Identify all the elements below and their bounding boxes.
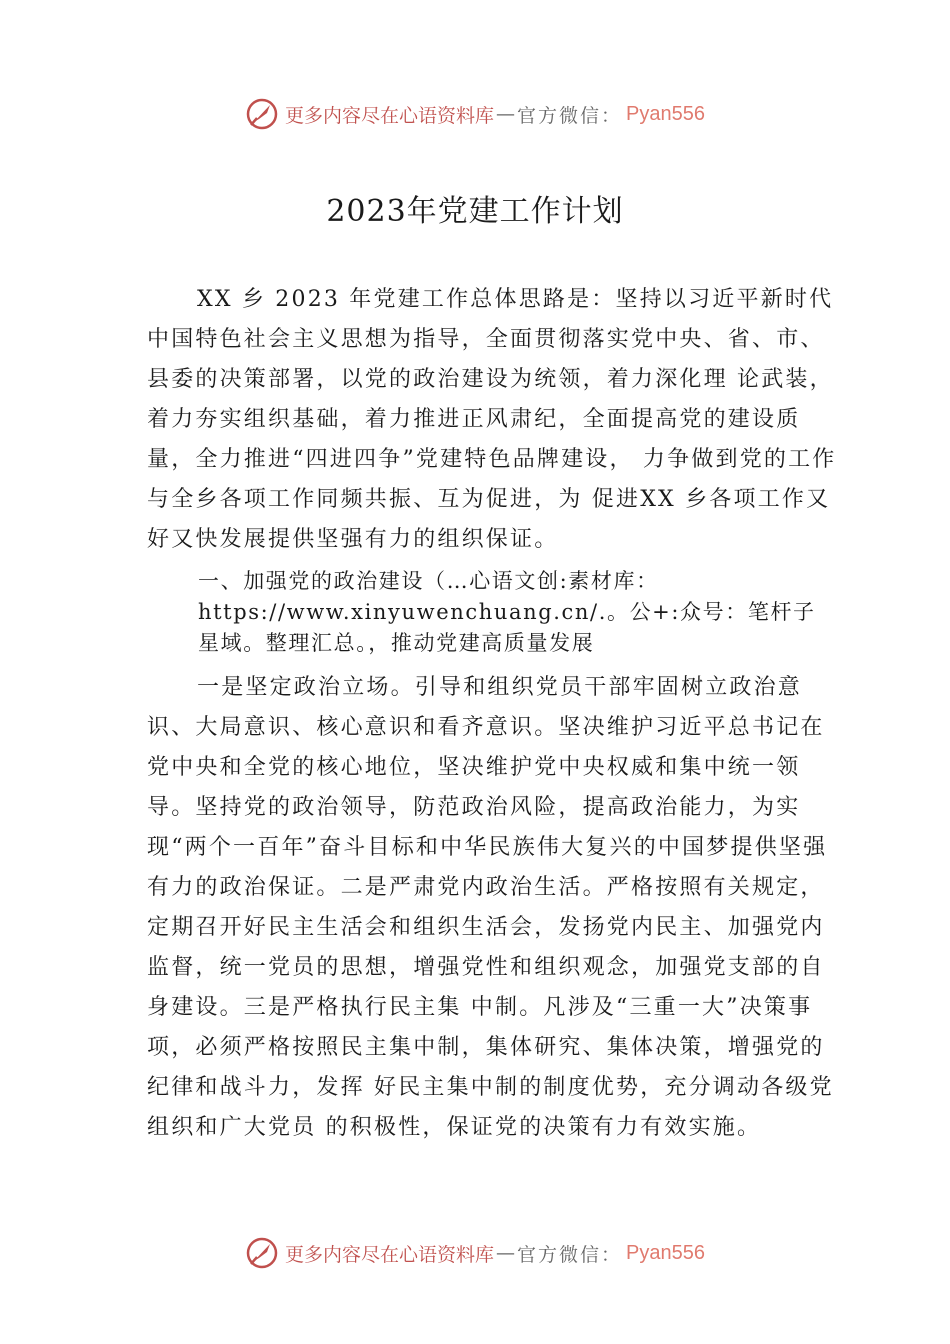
banner-lead-text: 更多内容尽在心语资料库 [285, 1243, 495, 1266]
banner-dash: — [496, 1242, 516, 1264]
quill-logo-icon [245, 97, 279, 131]
banner-lead-text: 更多内容尽在心语资料库 [285, 104, 495, 127]
banner-dash: — [496, 103, 516, 125]
quill-logo-icon [245, 1236, 279, 1270]
section1-paragraph: 一是坚定政治立场。引导和组织党员干部牢固树立政治意识、大局意识、核心意识和看齐意识。坚决维护习近平总书记在党中央和全党的核心地位，坚决维护党中央权威和集中统一领导。坚持党的政治领导，防范政治风险，提高政治能力，为实现“两个一百年”奋斗目标和中华民族伟大复兴的中国梦提供坚强有力的政治保证。二是严肃党内政治生活。严格按照有关规定，定期召开好民主生活会和组织生活会，发扬党内民主、加强党内监督，统一党员的思想，增强党性和组织观念，加强党支部的自身建设。三是严格执行民主集 中制。凡涉及“三重一大”决策事项，必须严格按照民主集中制，集体研究、集体决策，增强党的纪律和战斗力，发挥 好民主集中制的制度优势，充分调动各级党组织和广大党员 的积极性，保证党的决策有力有效实施。 [147, 675, 834, 1140]
banner-wechat-label: 官方微信： [517, 104, 623, 127]
header-watermark-banner [0, 94, 950, 134]
document-title: 2023年党建工作计划 [326, 194, 624, 229]
intro-paragraph: XX 乡 2023 年党建工作总体思路是：坚持以习近平新时代中国特色社会主义思想为指导，全面贯彻落实党中央、省、市、县委的决策部署，以党的政治建设为统领，着力深化理 论武装，着力夯实组织基础，着力推进正风肃纪，全面提高党的建设质量，全力推进“四进四争”党建特色品牌建设， 力争做到党的工作与全乡各项工作同频共振、互为促进，为 促进XX 乡各项工作又好又快发展提供坚强有力的组织保证。 [147, 287, 837, 552]
footer-watermark-banner [0, 1233, 950, 1273]
banner-wechat-label: 官方微信： [517, 1243, 623, 1266]
banner-wechat-id: Pyan556 [626, 1241, 705, 1264]
section-heading: 一、加强党的政治建设（…心语文创:素材库：https://www.xinyuwenchuang.cn/.。公+:众号：笔杆子星域。整理汇总。，推动党建高质量发展 [198, 569, 816, 655]
banner-wechat-id: Pyan556 [626, 102, 705, 125]
